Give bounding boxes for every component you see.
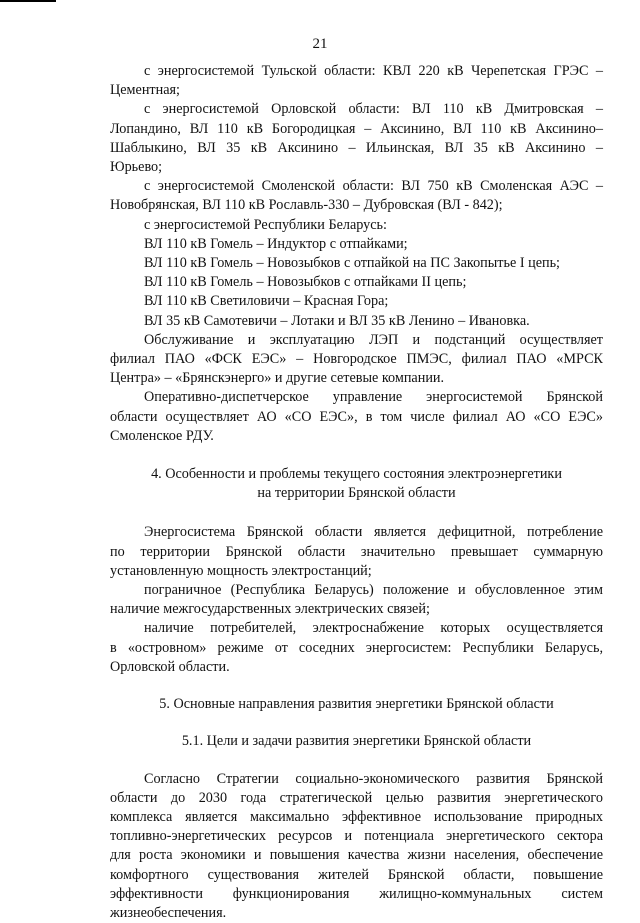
text-line: для роста экономики и повышения качества жизни населения, обеспечение: [110, 846, 603, 865]
text-line: по территории Брянской области значительно превышает суммарную: [110, 543, 603, 562]
text-line: с энергосистемой Смоленской области: ВЛ 750 кВ Смоленская АЭС –: [110, 177, 603, 196]
section-4-heading: [110, 465, 603, 503]
paragraph-operators: [110, 331, 603, 389]
paragraph-smolensk: [110, 177, 603, 215]
text-line: в «островном» режиме от соседних энергосистем: Республики Беларусь,: [110, 639, 603, 658]
paragraph-deficit: [110, 523, 603, 581]
text-line: Центра» – «Брянскэнерго» и другие сетевые компании.: [110, 369, 603, 388]
line-item: ВЛ 35 кВ Самотевичи – Лотаки и ВЛ 35 кВ Ленино – Ивановка.: [110, 312, 603, 331]
text-line: топливно-энергетических ресурсов и потенциала энергетического сектора: [110, 827, 603, 846]
paragraph-border: [110, 581, 603, 619]
text-line: жизнеобеспечения.: [110, 904, 603, 923]
paragraph-tula: [110, 62, 603, 100]
text-line: Обслуживание и эксплуатацию ЛЭП и подстанций осуществляет: [110, 331, 603, 350]
paragraph-belarus: с энергосистемой Республики Беларусь:: [110, 216, 603, 235]
text-line: Юрьево;: [110, 158, 603, 177]
section-5-1-heading: 5.1. Цели и задачи развития энергетики Брянской области: [110, 732, 603, 751]
text-line: наличие межгосударственных электрических связей;: [110, 600, 603, 619]
paragraph-orel: [110, 100, 603, 177]
text-line: Энергосистема Брянской области является дефицитной, потребление: [110, 523, 603, 542]
line-item: ВЛ 110 кВ Гомель – Индуктор с отпайками;: [110, 235, 603, 254]
line-item: ВЛ 110 кВ Светиловичи – Красная Гора;: [110, 292, 603, 311]
text-line: филиал ПАО «ФСК ЕЭС» – Новгородское ПМЭС, филиал ПАО «МРСК: [110, 350, 603, 369]
text-line: Оперативно-диспетчерское управление энергосистемой Брянской: [110, 388, 603, 407]
line-item: ВЛ 110 кВ Гомель – Новозыбков с отпайками II цепь;: [110, 273, 603, 292]
text-line: эффективности функционирования жилищно-коммунальных систем: [110, 885, 603, 904]
document-body: [110, 62, 603, 923]
text-line: комфортного существования жителей Брянской области, повышение: [110, 866, 603, 885]
section-5-heading: 5. Основные направления развития энергетики Брянской области: [110, 695, 603, 714]
paragraph-island: [110, 619, 603, 677]
text-line: Согласно Стратегии социально-экономического развития Брянской: [110, 770, 603, 789]
text-line: комплекса является максимально эффективное использование природных: [110, 808, 603, 827]
line-item: ВЛ 110 кВ Гомель – Новозыбков с отпайкой на ПС Закопытье I цепь;: [110, 254, 603, 273]
text-line: Смоленское РДУ.: [110, 427, 603, 446]
page-number: 21: [0, 36, 640, 53]
section-4-body: [110, 523, 603, 677]
paragraph-dispatch: [110, 388, 603, 446]
text-line: области осуществляет АО «СО ЕЭС», в том числе филиал АО «СО ЕЭС»: [110, 408, 603, 427]
text-line: с энергосистемой Тульской области: КВЛ 220 кВ Черепетская ГРЭС –: [110, 62, 603, 81]
text-line: пограничное (Республика Беларусь) положение и обусловленное этим: [110, 581, 603, 600]
text-line: Цементная;: [110, 81, 603, 100]
text-line: Новобрянская, ВЛ 110 кВ Рославль-330 – Дубровская (ВЛ - 842);: [110, 196, 603, 215]
text-line: Шаблыкино, ВЛ 35 кВ Аксинино – Ильинская, ВЛ 35 кВ Аксинино –: [110, 139, 603, 158]
text-line: Орловской области.: [110, 658, 603, 677]
text-line: с энергосистемой Орловской области: ВЛ 110 кВ Дмитровская –: [110, 100, 603, 119]
header-rule: [0, 0, 56, 2]
heading-line: на территории Брянской области: [110, 484, 603, 503]
text-line: установленную мощность электростанций;: [110, 562, 603, 581]
paragraph-strategy: [110, 770, 603, 923]
text-line: наличие потребителей, электроснабжение которых осуществляется: [110, 619, 603, 638]
text-line: Лопандино, ВЛ 110 кВ Богородицкая – Аксинино, ВЛ 110 кВ Аксинино–: [110, 120, 603, 139]
text-line: области до 2030 года стратегической целью развития энергетического: [110, 789, 603, 808]
heading-line: 4. Особенности и проблемы текущего состояния электроэнергетики: [110, 465, 603, 484]
